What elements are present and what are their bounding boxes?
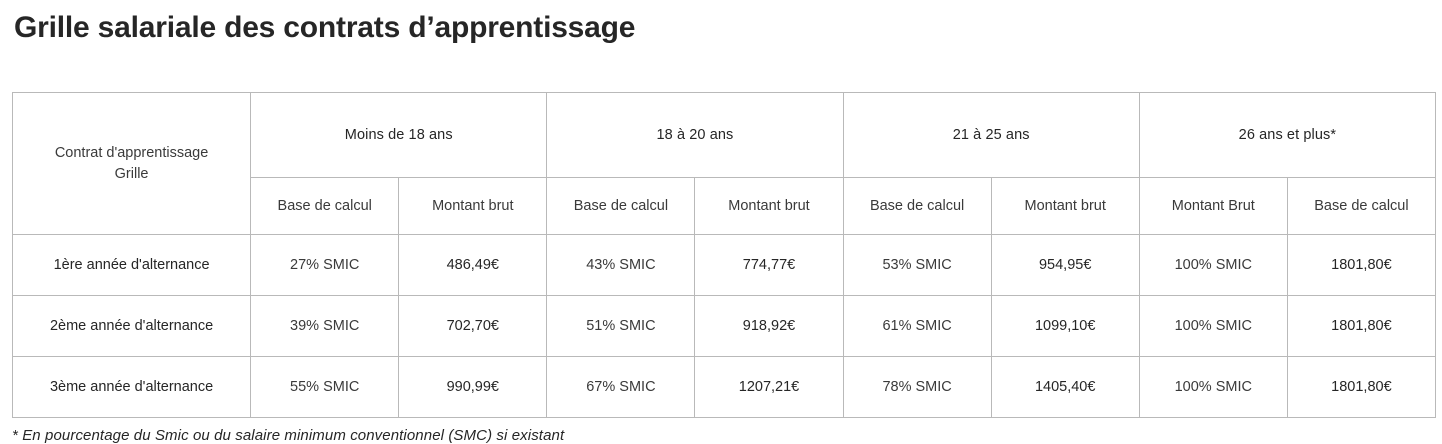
- age-group-header-26-plus: 26 ans et plus*: [1139, 93, 1435, 178]
- subheader-base-18-20: Base de calcul: [547, 178, 695, 235]
- cell-brut-18-20-year1: 774,77€: [695, 235, 843, 296]
- cell-brut-26-plus-year2: 100% SMIC: [1139, 296, 1287, 357]
- age-group-header-21-25: 21 à 25 ans: [843, 93, 1139, 178]
- cell-brut-21-25-year1: 954,95€: [991, 235, 1139, 296]
- cell-base-18-20-year3: 67% SMIC: [547, 357, 695, 418]
- cell-brut-under18-year3: 990,99€: [399, 357, 547, 418]
- cell-brut-18-20-year3: 1207,21€: [695, 357, 843, 418]
- table-header: [13, 93, 1436, 235]
- cell-base-18-20-year2: 51% SMIC: [547, 296, 695, 357]
- corner-label-line2: Grille: [114, 165, 149, 182]
- cell-base-21-25-year1: 53% SMIC: [843, 235, 991, 296]
- cell-base-26-plus-year1: 1801,80€: [1287, 235, 1435, 296]
- cell-base-26-plus-year3: 1801,80€: [1287, 357, 1435, 418]
- cell-base-under18-year2: 39% SMIC: [251, 296, 399, 357]
- table-footnote: * En pourcentage du Smic ou du salaire minimum conventionnel (SMC) si existant: [12, 427, 565, 444]
- subheader-base-26-plus: Base de calcul: [1287, 178, 1435, 235]
- row-label-year2: 2ème année d'alternance: [13, 296, 251, 357]
- cell-base-under18-year3: 55% SMIC: [251, 357, 399, 418]
- age-group-header-18-20: 18 à 20 ans: [547, 93, 843, 178]
- subheader-brut-21-25: Montant brut: [991, 178, 1139, 235]
- cell-brut-21-25-year2: 1099,10€: [991, 296, 1139, 357]
- cell-brut-26-plus-year1: 100% SMIC: [1139, 235, 1287, 296]
- subheader-base-21-25: Base de calcul: [843, 178, 991, 235]
- cell-base-26-plus-year2: 1801,80€: [1287, 296, 1435, 357]
- subheader-brut-18-20: Montant brut: [695, 178, 843, 235]
- table-row: [13, 235, 1436, 296]
- subheader-brut-under18: Montant brut: [399, 178, 547, 235]
- table-row: [13, 296, 1436, 357]
- table-body: [13, 235, 1436, 418]
- table-corner-header: [13, 93, 251, 235]
- page-title: Grille salariale des contrats d’apprentissage: [14, 11, 636, 44]
- cell-base-under18-year1: 27% SMIC: [251, 235, 399, 296]
- table-header-row-ages: [13, 93, 1436, 178]
- salary-grid-table: [12, 92, 1436, 418]
- cell-brut-under18-year1: 486,49€: [399, 235, 547, 296]
- cell-brut-under18-year2: 702,70€: [399, 296, 547, 357]
- table-row: [13, 357, 1436, 418]
- cell-base-18-20-year1: 43% SMIC: [547, 235, 695, 296]
- subheader-brut-26-plus: Montant Brut: [1139, 178, 1287, 235]
- cell-brut-26-plus-year3: 100% SMIC: [1139, 357, 1287, 418]
- corner-label-line1: Contrat d'apprentissage: [54, 144, 209, 161]
- cell-brut-21-25-year3: 1405,40€: [991, 357, 1139, 418]
- subheader-base-under18: Base de calcul: [251, 178, 399, 235]
- row-label-year3: 3ème année d'alternance: [13, 357, 251, 418]
- cell-brut-18-20-year2: 918,92€: [695, 296, 843, 357]
- cell-base-21-25-year2: 61% SMIC: [843, 296, 991, 357]
- cell-base-21-25-year3: 78% SMIC: [843, 357, 991, 418]
- age-group-header-under-18: Moins de 18 ans: [251, 93, 547, 178]
- row-label-year1: 1ère année d'alternance: [13, 235, 251, 296]
